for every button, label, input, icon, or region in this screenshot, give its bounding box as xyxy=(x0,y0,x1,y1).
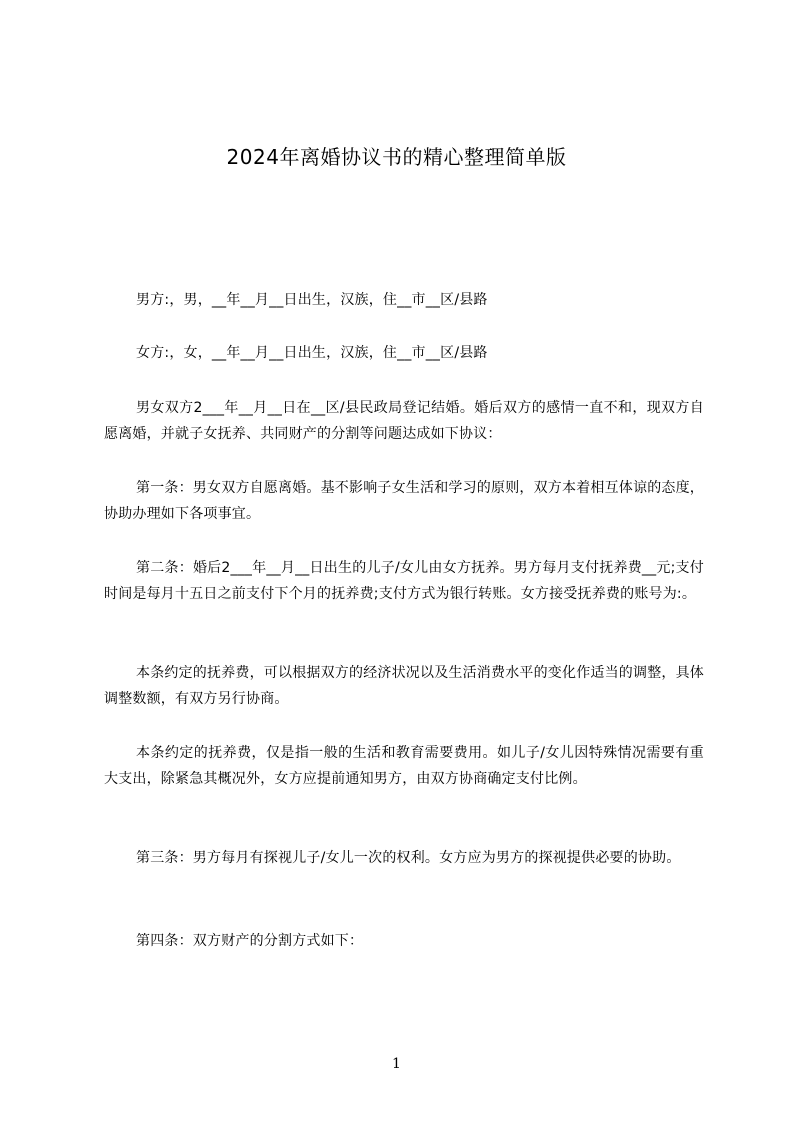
intro-paragraph: 男女双方2___年__月__日在__区/县民政局登记结婚。婚后双方的感情一直不和，现双方自愿离婚，并就子女抚养、共同财产的分割等问题达成如下协议： xyxy=(104,400,704,442)
article-1-paragraph: 第一条：男女双方自愿离婚。基不影响子女生活和学习的原则，双方本着相互体谅的态度，协助办理如下各项事宜。 xyxy=(104,480,704,522)
article-4-paragraph: 第四条：双方财产的分割方式如下： xyxy=(136,933,364,949)
article-2-paragraph: 第二条：婚后2___年__月__日出生的儿子/女儿由女方抚养。男方每月支付抚养费__元;支付时间是每月十五日之前支付下个月的抚养费;支付方式为银行转账。女方接受抚养费的账号为:。 xyxy=(104,560,704,602)
article-3-paragraph: 第三条：男方每月有探视儿子/女儿一次的权利。女方应为男方的探视提供必要的协助。 xyxy=(136,850,681,866)
support-scope-paragraph: 本条约定的抚养费，仅是指一般的生活和教育需要费用。如儿子/女儿因特殊情况需要有重大支出，除紧急其概况外，女方应提前通知男方，由双方协商确定支付比例。 xyxy=(104,745,704,787)
document-title: 2024年离婚协议书的精心整理简单版 xyxy=(226,145,567,169)
page-number: 1 xyxy=(392,1056,401,1072)
male-party-paragraph: 男方:，男，__年__月__日出生，汉族，住__市__区/县路 xyxy=(136,292,488,308)
female-party-paragraph: 女方:，女，__年__月__日出生，汉族，住__市__区/县路 xyxy=(136,345,488,361)
support-adjustment-paragraph: 本条约定的抚养费，可以根据双方的经济状况以及生活消费水平的变化作适当的调整，具体调整数额，有双方另行协商。 xyxy=(104,665,704,707)
